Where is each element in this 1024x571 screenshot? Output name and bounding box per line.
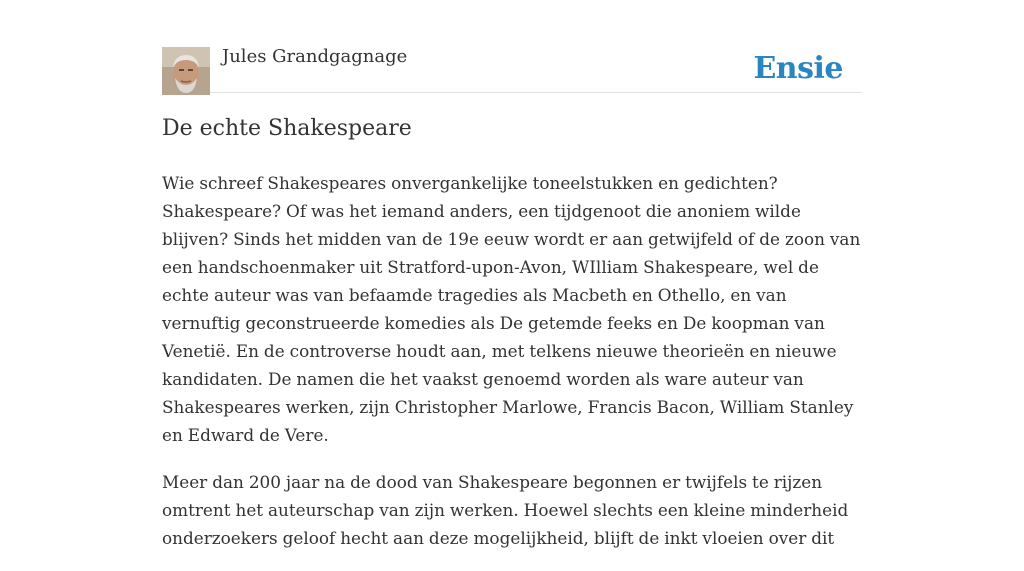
article-body bbox=[162, 169, 862, 571]
brand-logo[interactable]: Ensie bbox=[753, 51, 843, 86]
avatar-portrait-icon bbox=[162, 47, 210, 95]
article-title: De echte Shakespeare bbox=[162, 116, 412, 141]
article-page bbox=[162, 0, 862, 548]
author-name[interactable]: Jules Grandgagnage bbox=[222, 46, 408, 67]
author-header bbox=[162, 0, 862, 93]
paragraph: Wie schreef Shakespeares onvergankelijke toneelstukken en gedichten? Shakespeare? Of was het iemand anders, een tijdgenoot die anoniem wilde blijven? Sinds het midden van de 19e eeuw wordt er aan getwijfeld of de zoon van een handschoenmaker uit Stratford-upon-Avon, WIlliam Shakespeare, wel de echte auteur was van befaamde tragedies als Macbeth en Othello, en van vernuftig geconstrueerde komedies als De getemde feeks en De koopman van Venetië. En de controverse houdt aan, met telkens nieuwe theorieën en nieuwe kandidaten. De namen die het vaakst genoemd worden als ware auteur van Shakespeares werken, zijn Christopher Marlowe, Francis Bacon, William Stanley en Edward de Vere. bbox=[162, 173, 861, 445]
paragraph: Meer dan 200 jaar na de dood van Shakespeare begonnen er twijfels te rijzen omtrent het auteurschap van zijn werken. Hoewel slechts een kleine minderheid onderzoekers geloof hecht aan deze mogelijkheid, blijft de inkt vloeien over dit bbox=[162, 472, 849, 548]
avatar[interactable] bbox=[162, 47, 210, 95]
